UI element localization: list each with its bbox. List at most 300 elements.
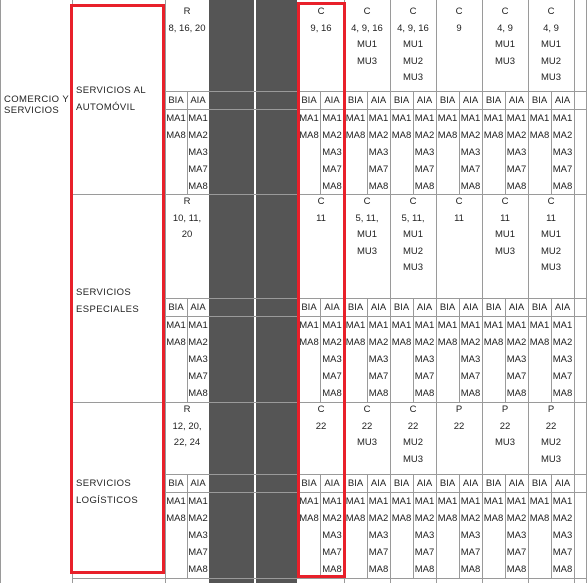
row-label-line: SERVICIOS [76, 478, 132, 489]
grid-line [165, 91, 586, 92]
bia-header: BIA [393, 302, 410, 313]
grid-line [187, 91, 188, 194]
highlight-box-labels [70, 4, 165, 574]
aia-header: AIA [508, 302, 525, 313]
aia-value: MA8 [322, 388, 342, 399]
aia-value: MA1 [188, 320, 208, 331]
aia-header: AIA [190, 95, 206, 106]
aia-value: MA1 [552, 320, 573, 331]
aia-header: AIA [416, 302, 433, 313]
aia-value: MA3 [552, 147, 573, 158]
code-text: C [501, 6, 509, 17]
grid-line [505, 474, 506, 578]
code-cell [528, 4, 574, 87]
bia-value: MA8 [483, 513, 504, 524]
code-text: MU3 [540, 262, 562, 273]
bia-value: MA1 [391, 496, 412, 507]
code-text: MU1 [356, 229, 378, 240]
code-text: C [501, 196, 509, 207]
aia-value: MA1 [506, 320, 527, 331]
bia-value: MA1 [299, 320, 319, 331]
code-text: MU3 [494, 55, 516, 67]
bia-value: MA8 [391, 337, 412, 348]
aia-value: MA2 [552, 513, 573, 524]
bia-value: MA8 [166, 513, 186, 524]
aia-value: MA3 [188, 530, 208, 541]
aia-value: MA3 [414, 354, 435, 365]
bia-value: MA1 [391, 320, 412, 331]
code-text: MU3 [402, 72, 424, 83]
code-cell [165, 194, 209, 244]
aia-value: MA2 [552, 130, 573, 141]
code-text: MU2 [540, 55, 562, 67]
aia-value: MA3 [414, 530, 435, 541]
grid-line [72, 578, 586, 579]
grid-line [413, 474, 414, 578]
bia-header: BIA [347, 302, 364, 313]
aia-value: MA1 [460, 496, 481, 507]
code-text: 9, 16 [310, 22, 332, 34]
aia-value: MA7 [506, 164, 527, 175]
bia-value: MA1 [345, 496, 366, 507]
aia-value: MA7 [368, 547, 389, 558]
row-label-line: AUTOMÓVIL [76, 102, 136, 113]
code-text: 11 [454, 212, 464, 224]
aia-header: AIA [324, 302, 340, 313]
aia-value: MA3 [414, 147, 435, 158]
bia-header: BIA [485, 95, 502, 106]
code-text: MU3 [356, 437, 378, 448]
grid-line [413, 91, 414, 194]
aia-value: MA3 [460, 530, 481, 541]
code-text: P [547, 404, 555, 415]
bia-value: MA8 [437, 130, 458, 141]
bia-header: BIA [301, 95, 317, 106]
code-text: MU2 [540, 245, 562, 257]
bia-value: MA8 [529, 337, 550, 348]
bia-header: BIA [168, 302, 184, 313]
code-cell [436, 4, 482, 37]
code-text: R [183, 6, 191, 17]
aia-value: MA2 [460, 130, 481, 141]
aia-value: MA3 [322, 530, 342, 541]
code-text: R [183, 196, 191, 207]
aia-header: AIA [462, 95, 479, 106]
code-text: 22 [545, 420, 557, 432]
aia-value: MA8 [506, 181, 527, 192]
code-text: P [501, 404, 509, 415]
code-text: 9 [456, 22, 462, 34]
aia-header: AIA [370, 302, 387, 313]
aia-value: MA7 [322, 164, 342, 175]
aia-value: MA1 [460, 113, 481, 124]
bia-header: BIA [485, 302, 502, 313]
bia-value: MA8 [391, 513, 412, 524]
aia-header: AIA [416, 478, 433, 489]
bia-header: BIA [531, 95, 548, 106]
bia-value: MA8 [345, 337, 366, 348]
code-text: MU3 [540, 72, 562, 83]
aia-value: MA7 [322, 371, 342, 382]
aia-value: MA7 [368, 371, 389, 382]
aia-value: MA1 [322, 496, 342, 507]
code-cell [390, 402, 436, 468]
aia-value: MA3 [322, 354, 342, 365]
section-label: COMERCIO Y SERVICIOS [4, 94, 70, 116]
bia-value: MA8 [391, 130, 412, 141]
bia-value: MA8 [529, 130, 550, 141]
code-text: C [547, 6, 555, 17]
bia-header: BIA [168, 95, 184, 106]
code-cell [436, 194, 482, 227]
code-cell [528, 402, 574, 468]
aia-value: MA2 [322, 513, 342, 524]
code-text: 22 [499, 420, 511, 432]
code-text: MU1 [402, 39, 424, 50]
grid-line [367, 91, 368, 194]
bia-value: MA1 [299, 113, 319, 124]
code-cell [165, 402, 209, 452]
blank-column [256, 0, 297, 583]
aia-value: MA2 [460, 513, 481, 524]
grid-line [413, 298, 414, 402]
aia-value: MA1 [368, 113, 389, 124]
aia-value: MA1 [368, 320, 389, 331]
grid-line [165, 109, 586, 110]
aia-value: MA1 [414, 496, 435, 507]
aia-value: MA2 [188, 130, 208, 141]
row-label-line: LOGÍSTICOS [76, 495, 139, 506]
code-text: 22, 24 [173, 437, 201, 448]
code-cell [344, 402, 390, 452]
aia-value: MA2 [506, 337, 527, 348]
aia-value: MA2 [460, 337, 481, 348]
aia-value: MA3 [506, 354, 527, 365]
bia-value: MA1 [529, 496, 550, 507]
code-text: 22 [453, 420, 465, 432]
aia-value: MA8 [506, 564, 527, 575]
code-text: MU1 [540, 39, 562, 50]
aia-value: MA3 [188, 147, 208, 158]
bia-value: MA8 [299, 337, 319, 348]
code-text: 22 [407, 420, 419, 432]
aia-value: MA8 [188, 564, 208, 575]
aia-value: MA2 [188, 337, 208, 348]
code-text: MU2 [402, 245, 424, 257]
aia-value: MA2 [414, 130, 435, 141]
code-text: 12, 20, [172, 420, 202, 432]
aia-value: MA3 [368, 354, 389, 365]
code-text: MU1 [402, 229, 424, 240]
code-text: 4, 9, 16 [397, 22, 429, 34]
code-text: 22 [361, 420, 373, 432]
aia-value: MA2 [368, 130, 389, 141]
aia-header: AIA [190, 478, 206, 489]
grid-line [367, 474, 368, 578]
bia-header: BIA [439, 478, 456, 489]
bia-value: MA1 [166, 496, 186, 507]
aia-value: MA1 [460, 320, 481, 331]
code-cell [165, 4, 209, 37]
code-text: 5, 11, [401, 212, 425, 224]
code-cell [528, 194, 574, 277]
code-text: C [409, 404, 417, 415]
aia-value: MA8 [188, 388, 208, 399]
code-text: 11 [500, 212, 510, 224]
aia-header: AIA [416, 95, 433, 106]
grid-line [551, 91, 552, 194]
code-text: R [183, 404, 191, 415]
bia-value: MA1 [483, 113, 504, 124]
aia-value: MA8 [460, 564, 481, 575]
bia-header: BIA [301, 302, 317, 313]
code-text: 11 [546, 212, 556, 224]
code-text: C [547, 196, 555, 207]
aia-value: MA8 [188, 181, 208, 192]
aia-value: MA3 [322, 147, 342, 158]
grid-line [165, 298, 586, 299]
grid-line [0, 0, 1, 583]
aia-value: MA1 [506, 113, 527, 124]
aia-header: AIA [508, 478, 525, 489]
code-text: MU2 [402, 437, 424, 448]
aia-value: MA1 [368, 496, 389, 507]
grid-line [574, 0, 575, 583]
aia-value: MA1 [414, 320, 435, 331]
bia-value: MA1 [166, 113, 186, 124]
bia-value: MA8 [345, 130, 366, 141]
code-text: 5, 11, [355, 212, 379, 224]
aia-value: MA2 [414, 513, 435, 524]
aia-value: MA3 [368, 530, 389, 541]
code-text: 8, 16, 20 [168, 22, 206, 34]
highlight-box-column [297, 2, 346, 578]
bia-header: BIA [347, 95, 364, 106]
aia-value: MA1 [552, 113, 573, 124]
code-text: 4, 9 [497, 22, 513, 34]
aia-value: MA3 [552, 354, 573, 365]
bia-value: MA8 [345, 513, 366, 524]
aia-value: MA7 [460, 547, 481, 558]
code-text: MU3 [540, 453, 562, 465]
bia-value: MA8 [529, 513, 550, 524]
grid-line [551, 474, 552, 578]
grid-line [367, 298, 368, 402]
code-text: MU1 [494, 229, 516, 240]
code-cell [344, 194, 390, 260]
code-text: C [363, 196, 371, 207]
code-text: MU1 [356, 39, 378, 50]
aia-value: MA7 [322, 547, 342, 558]
code-text: MU3 [494, 437, 516, 448]
code-cell [390, 4, 436, 87]
code-cell [436, 402, 482, 435]
bia-header: BIA [439, 95, 456, 106]
aia-value: MA1 [188, 496, 208, 507]
aia-value: MA2 [322, 130, 342, 141]
aia-value: MA7 [414, 547, 435, 558]
aia-value: MA2 [552, 337, 573, 348]
bia-value: MA1 [345, 113, 366, 124]
bia-value: MA1 [345, 320, 366, 331]
aia-header: AIA [190, 302, 206, 313]
aia-header: AIA [462, 302, 479, 313]
code-text: 10, 11, [172, 212, 202, 224]
aia-value: MA7 [552, 547, 573, 558]
aia-value: MA2 [368, 513, 389, 524]
code-text: C [363, 6, 371, 17]
bia-header: BIA [393, 95, 410, 106]
aia-value: MA2 [506, 513, 527, 524]
bia-value: MA8 [166, 337, 186, 348]
aia-value: MA3 [188, 354, 208, 365]
aia-value: MA8 [368, 564, 389, 575]
aia-value: MA7 [188, 164, 208, 175]
bia-header: BIA [439, 302, 456, 313]
aia-header: AIA [324, 478, 340, 489]
aia-value: MA7 [460, 164, 481, 175]
bia-header: BIA [393, 478, 410, 489]
bia-value: MA1 [437, 113, 458, 124]
code-cell [482, 4, 528, 70]
aia-value: MA2 [188, 513, 208, 524]
code-text: MU3 [402, 262, 424, 273]
code-text: 4, 9 [543, 22, 559, 34]
aia-value: MA3 [506, 530, 527, 541]
grid-line [505, 298, 506, 402]
bia-value: MA1 [391, 113, 412, 124]
bia-value: MA8 [299, 513, 319, 524]
code-text: MU2 [540, 437, 562, 448]
aia-value: MA8 [368, 181, 389, 192]
aia-value: MA7 [188, 547, 208, 558]
bia-value: MA8 [483, 337, 504, 348]
grid-line [459, 91, 460, 194]
aia-value: MA3 [368, 147, 389, 158]
aia-value: MA1 [414, 113, 435, 124]
code-text: 20 [181, 229, 193, 240]
aia-value: MA7 [552, 371, 573, 382]
row-label-line: SERVICIOS [76, 287, 132, 298]
bia-value: MA8 [166, 130, 186, 141]
aia-value: MA8 [368, 388, 389, 399]
code-text: MU3 [402, 453, 424, 465]
code-text: 11 [316, 212, 326, 224]
code-text: C [363, 404, 371, 415]
aia-value: MA3 [552, 530, 573, 541]
bia-value: MA1 [166, 320, 186, 331]
bia-value: MA1 [483, 320, 504, 331]
code-text: 22 [315, 420, 327, 432]
code-text: MU3 [356, 55, 378, 67]
bia-value: MA1 [483, 496, 504, 507]
code-text: 4, 9, 16 [351, 22, 383, 34]
grid-line [187, 298, 188, 402]
bia-value: MA8 [483, 130, 504, 141]
aia-header: AIA [462, 478, 479, 489]
aia-header: AIA [370, 95, 387, 106]
aia-value: MA7 [414, 164, 435, 175]
aia-header: AIA [508, 95, 525, 106]
aia-value: MA7 [552, 164, 573, 175]
row-label-line: ESPECIALES [76, 304, 140, 315]
code-text: C [455, 6, 463, 17]
code-text: P [455, 404, 463, 415]
aia-value: MA8 [414, 564, 435, 575]
aia-value: MA8 [552, 388, 573, 399]
code-text: C [455, 196, 463, 207]
aia-value: MA7 [506, 371, 527, 382]
aia-value: MA3 [460, 354, 481, 365]
aia-value: MA7 [368, 164, 389, 175]
grid-line [165, 474, 586, 475]
bia-value: MA1 [437, 496, 458, 507]
aia-value: MA8 [322, 564, 342, 575]
code-cell [390, 194, 436, 277]
code-cell [482, 194, 528, 260]
blank-column [209, 0, 254, 583]
code-text: C [409, 196, 417, 207]
grid-line [459, 474, 460, 578]
aia-value: MA2 [414, 337, 435, 348]
code-text: MU1 [540, 229, 562, 240]
bia-value: MA1 [437, 320, 458, 331]
aia-header: AIA [554, 95, 571, 106]
aia-value: MA3 [506, 147, 527, 158]
bia-header: BIA [531, 478, 548, 489]
aia-value: MA2 [368, 337, 389, 348]
grid-line [505, 91, 506, 194]
bia-header: BIA [531, 302, 548, 313]
grid-line [165, 316, 586, 317]
aia-value: MA2 [506, 130, 527, 141]
grid-line [551, 298, 552, 402]
code-text: MU3 [356, 245, 378, 257]
aia-value: MA7 [414, 371, 435, 382]
code-text: MU1 [494, 39, 516, 50]
bia-value: MA1 [529, 320, 550, 331]
code-text: MU2 [402, 55, 424, 67]
aia-value: MA1 [552, 496, 573, 507]
bia-value: MA8 [299, 130, 319, 141]
bia-header: BIA [485, 478, 502, 489]
grid-line [187, 474, 188, 578]
aia-value: MA8 [552, 564, 573, 575]
grid-line [459, 298, 460, 402]
aia-value: MA8 [322, 181, 342, 192]
aia-value: MA1 [506, 496, 527, 507]
bia-value: MA1 [299, 496, 319, 507]
aia-header: AIA [554, 302, 571, 313]
aia-value: MA8 [414, 181, 435, 192]
aia-value: MA7 [460, 371, 481, 382]
grid-line [165, 492, 586, 493]
aia-value: MA8 [506, 388, 527, 399]
bia-value: MA1 [529, 113, 550, 124]
bia-header: BIA [168, 478, 184, 489]
code-text: C [317, 6, 325, 17]
aia-value: MA8 [414, 388, 435, 399]
bia-value: MA8 [437, 513, 458, 524]
aia-value: MA1 [322, 320, 342, 331]
aia-header: AIA [370, 478, 387, 489]
code-cell [482, 402, 528, 452]
aia-value: MA1 [188, 113, 208, 124]
code-text: C [409, 6, 417, 17]
aia-value: MA8 [460, 388, 481, 399]
code-text: C [317, 196, 325, 207]
aia-value: MA2 [322, 337, 342, 348]
